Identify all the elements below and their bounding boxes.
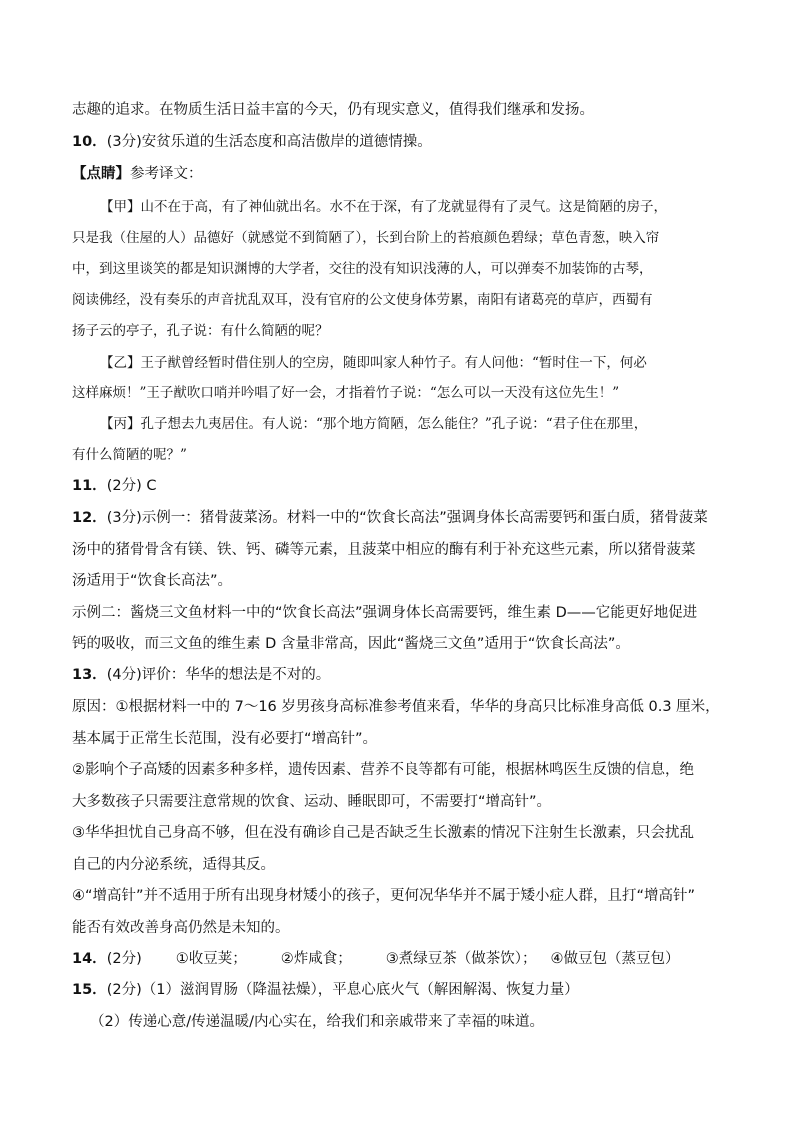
text-line: 原因：①根据材料一中的 7～16 岁男孩身高标准参考值来看，华华的身高只比标准身高低 0.3 厘米，: [72, 699, 720, 715]
translation-line: 【丙】孔子想去九夷居住。有人说：“那个地方简陋，怎么能住？”孔子说：“君子住在那里，: [100, 416, 648, 432]
question-15: [72, 980, 579, 1000]
question-12: [72, 508, 708, 528]
question-number: 12．: [72, 510, 107, 526]
text-line: 汤中的猪骨骨含有镁、铁、钙、磷等元素，且菠菜中相应的酶有利于补充这些元素，所以猪骨菠菜: [72, 542, 696, 558]
translation-line: 这样麻烦！”王子猷吹口哨并吟唱了好一会，才指着竹子说：“怎么可以一天没有这位先生！”: [72, 385, 620, 401]
question-11: [72, 476, 156, 496]
answer-item: ③煮绿豆茶（做茶饮）；: [385, 951, 537, 967]
answer-text: (4分)评价：华华的想法是不对的。: [106, 667, 331, 683]
text-line: ③华华担忧自己身高不够，但在没有确诊自己是否缺乏生长激素的情况下注射生长激素，只会扰乱: [72, 825, 694, 841]
text-line: 汤适用于“饮食长高法”。: [72, 573, 233, 589]
translation-line: 扬子云的亭子，孔子说：有什么简陋的呢？: [72, 323, 329, 339]
answer-text: (3分)示例一：猪骨菠菜汤。材料一中的“饮食长高法”强调身体长高需要钙和蛋白质，猪骨菠菜: [106, 510, 708, 526]
question-number: 13．: [72, 667, 107, 683]
text-line: 能否有效改善身高仍然是未知的。: [72, 920, 290, 936]
question-10: [72, 132, 432, 152]
dianjing-label: 【点睛】: [72, 166, 130, 182]
text-line: 示例二：酱烧三文鱼材料一中的“饮食长高法”强调身体长高需要钙，维生素 D——它能更好地促进: [72, 605, 698, 621]
translation-line: 有什么简陋的呢？”: [72, 447, 187, 463]
text-line: 自己的内分泌系统，适得其反。: [72, 857, 275, 873]
question-number: 14．: [72, 951, 107, 967]
translation-line: 阅读佛经，没有奏乐的声音扰乱双耳，没有官府的公文使身体劳累，南阳有诸葛亮的草庐，西蜀有: [72, 292, 653, 308]
answer-text: (3分)安贫乐道的生活态度和高洁傲岸的道德情操。: [106, 134, 432, 150]
answer-item: ②炸咸食；: [280, 951, 352, 967]
question-14: [72, 949, 679, 969]
text-line: （2）传递心意/传递温暖/内心实在，给我们和亲戚带来了幸福的味道。: [90, 1014, 544, 1030]
question-13: [72, 665, 330, 685]
translation-line: 中，到这里谈笑的都是知识渊博的大学者，交往的没有知识浅薄的人，可以弹奏不加装饰的古琴，: [72, 261, 653, 277]
question-number: 15．: [72, 982, 107, 998]
translation-line: 【乙】王子猷曾经暂时借住别人的空房，随即叫家人种竹子。有人问他：“暂时住一下，何必: [100, 355, 647, 371]
score-text: (2分): [106, 951, 142, 967]
question-number: 10．: [72, 134, 107, 150]
answer-item: ①收豆荚；: [175, 951, 247, 967]
text-line: 志趣的追求。在物质生活日益丰富的今天，仍有现实意义，值得我们继承和发扬。: [72, 102, 594, 118]
dianjing-rest: 参考译文：: [130, 166, 203, 182]
text-line: 基本属于正常生长范围，没有必要打“增高针”。: [72, 731, 378, 747]
translation-line: 【甲】山不在于高，有了神仙就出名。水不在于深，有了龙就显得有了灵气。这是简陋的房子，: [100, 199, 667, 215]
text-line: ②影响个子高矮的因素多种多样，遗传因素、营养不良等都有可能，根据林鸣医生反馈的信息，绝: [72, 762, 694, 778]
text-line: 大多数孩子只需要注意常规的饮食、运动、睡眠即可，不需要打“增高针”。: [72, 794, 552, 810]
text-line: ④“增高针”并不适用于所有出现身材矮小的孩子，更何况华华并不属于矮小症人群，且打“增高针”: [72, 888, 696, 904]
question-number: 11．: [72, 478, 107, 494]
answer-item: ④做豆包（蒸豆包）: [550, 951, 680, 967]
text-line: 钙的吸收，而三文鱼的维生素 D 含量非常高，因此“酱烧三文鱼”适用于“饮食长高法”。: [72, 636, 630, 652]
answer-text: (2分) C: [106, 478, 157, 494]
translation-line: 只是我（住屋的人）品德好（就感觉不到简陋了），长到台阶上的苔痕颜色碧绿；草色青葱，映入帘: [72, 230, 660, 246]
dianjing-heading: [72, 164, 203, 184]
answer-text: (2分)（1）滋润胃肠（降温祛燥），平息心底火气（解困解渴、恢复力量）: [106, 982, 579, 998]
